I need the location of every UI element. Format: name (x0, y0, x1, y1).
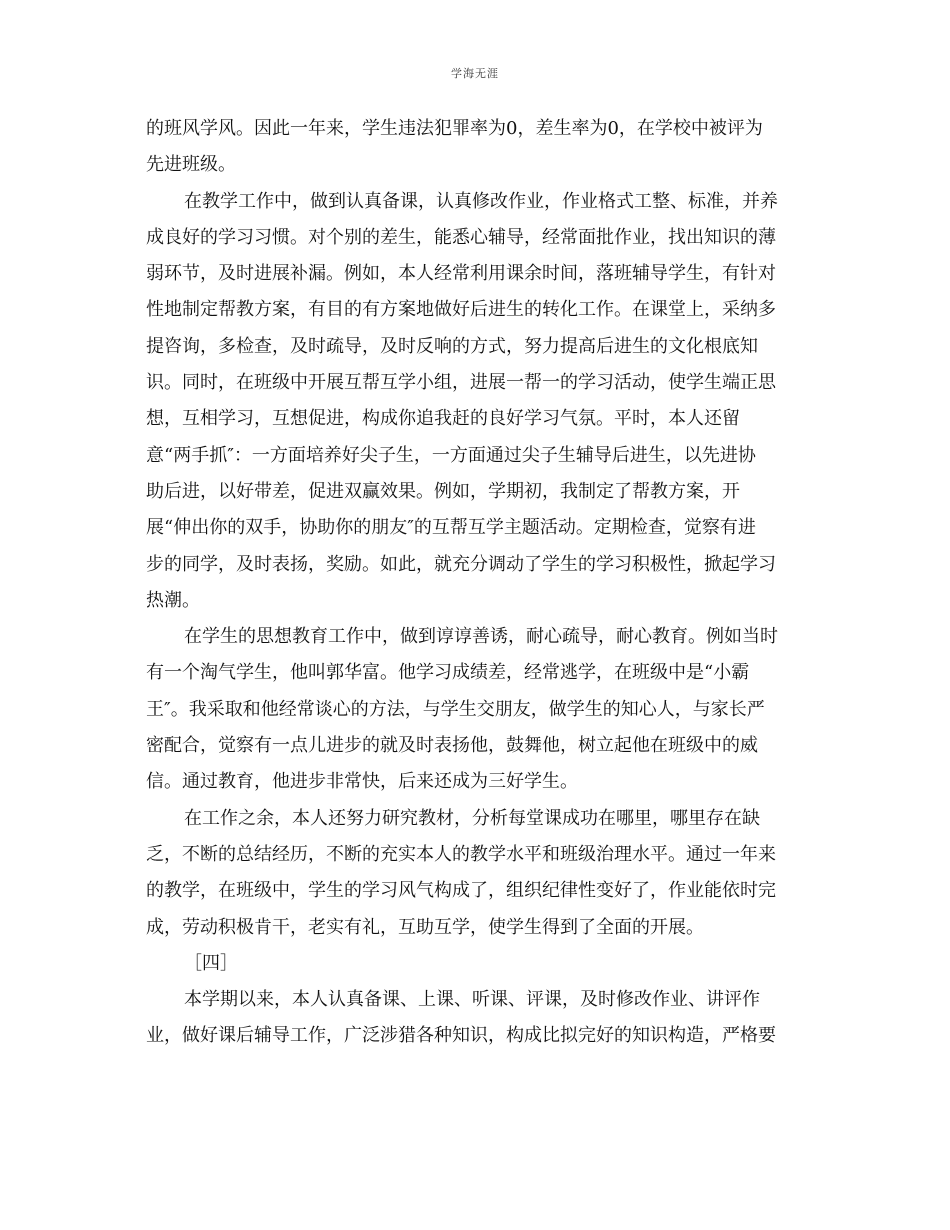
text-line: 识。同时，在班级中开展互帮互学小组，进展一帮一的学习活动，使学生端正思 (146, 372, 776, 394)
text-line: 在工作之余，本人还努力研究教材，分析每堂课成功在哪里，哪里存在缺 (184, 807, 760, 829)
text-line: 意“两手抓″：一方面培养好尖子生，一方面通过尖子生辅导后进生，以先进协 (146, 444, 756, 466)
text-line: 王″。我采取和他经常谈心的方法，与学生交朋友，做学生的知心人，与家长严 (146, 698, 765, 720)
text-line: 本学期以来，本人认真备课、上课、听课、评课，及时修改作业、讲评作 (184, 989, 760, 1011)
document-body (146, 111, 806, 1055)
text-line: 信。通过教育，他进步非常快，后来还成为三好学生。 (146, 771, 578, 793)
text-line: 乏，不断的总结经历，不断的充实本人的教学水平和班级治理水平。通过一年来 (146, 843, 776, 865)
text-line: 的班风学风。因此一年来，学生违法犯罪率为0，差生率为0，在学校中被评为 (146, 118, 763, 139)
text-line: 先进班级。 (146, 154, 236, 176)
text-line: 在学生的思想教育工作中，做到谆谆善诱，耐心疏导，耐心教育。例如当时 (184, 626, 778, 648)
text-line: ［四］ (184, 952, 238, 974)
text-line: 助后进，以好带差，促进双赢效果。例如，学期初，我制定了帮教方案，开 (146, 480, 740, 502)
text-line: 的教学，在班级中，学生的学习风气构成了，组织纪律性变好了，作业能依时完 (146, 880, 776, 902)
text-line: 密配合，觉察有一点儿进步的就及时表扬他，鼓舞他，树立起他在班级中的威 (146, 735, 758, 757)
text-line: 热潮。 (146, 589, 200, 611)
text-line: 业，做好课后辅导工作，广泛涉猎各种知识，构成比拟完好的知识构造，严格要 (146, 1025, 776, 1047)
page-header: 学海无涯 (451, 67, 499, 80)
text-line: 性地制定帮教方案，有目的有方案地做好后进生的转化工作。在课堂上，采纳多 (146, 299, 776, 321)
text-line: 想，互相学习，互想促进，构成你追我赶的良好学习气氛。平时，本人还留 (146, 408, 740, 430)
text-line: 展“伸出你的双手，协助你的朋友″的互帮互学主题活动。定期检查，觉察有进 (146, 517, 756, 539)
text-line: 有一个淘气学生，他叫郭华富。他学习成绩差，经常逃学，在班级中是“小霸 (146, 662, 750, 684)
text-line: 成良好的学习习惯。对个别的差生，能悉心辅导，经常面批作业，找出知识的薄 (146, 226, 776, 248)
text-line: 弱环节，及时进展补漏。例如，本人经常利用课余时间，落班辅导学生，有针对 (146, 263, 776, 285)
text-line: 在教学工作中，做到认真备课，认真修改作业，作业格式工整、标准，并养 (184, 190, 778, 212)
text-line: 成，劳动积极肯干，老实有礼，互助互学，使学生得到了全面的开展。 (146, 916, 704, 938)
text-line: 步的同学，及时表扬，奖励。如此，就充分调动了学生的学习积极性，掀起学习 (146, 553, 776, 575)
text-line: 提咨询，多检查，及时疏导，及时反响的方式，努力提高后进生的文化根底知 (146, 335, 758, 357)
